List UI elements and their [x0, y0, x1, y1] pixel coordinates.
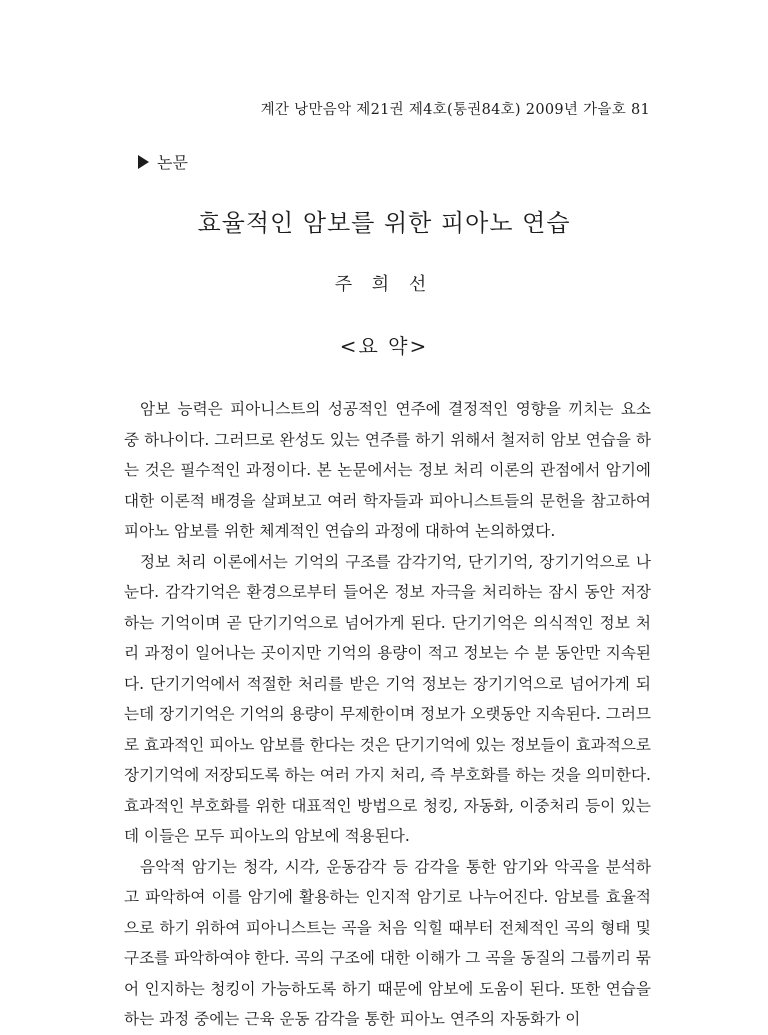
running-header: 계간 낭만음악 제21권 제4호(통권84호) 2009년 가을호 81 — [260, 102, 650, 118]
section-label: 논문 — [157, 153, 188, 172]
abstract-heading: <요 약> — [339, 334, 429, 358]
paper-author: 주 희 선 — [334, 274, 434, 295]
section-marker — [138, 150, 188, 173]
paper-title: 효율적인 암보를 위한 피아노 연습 — [197, 209, 571, 237]
triangle-right-icon — [138, 155, 149, 169]
abstract-paragraph-1: 암보 능력은 피아니스트의 성공적인 연주에 결정적인 영향을 끼치는 요소 중 하나이다. 그러므로 완성도 있는 연주를 하기 위해서 철저히 암보 연습을 하는 것은 필수적인 과정이다. 본 논문에서는 정보 처리 이론의 관점에서 암기에 대한 이론적 배경을 살펴보고 여러 학자들과 피아니스트들의 문헌을 참고하여 피아노 암보를 위한 체계적인 연습의 과정에 대하여 논의하였다. — [124, 400, 651, 540]
abstract-body — [124, 394, 651, 1035]
abstract-paragraph-2: 정보 처리 이론에서는 기억의 구조를 감각기억, 단기기억, 장기기억으로 나눈다. 감각기억은 환경으로부터 들어온 정보 자극을 처리하는 잠시 동안 저장하는 기억이며 곧 단기기억으로 넘어가게 된다. 단기기억은 의식적인 정보 처리 과정이 일어나는 곳이지만 기억의 용량이 적고 정보는 수 분 동안만 지속된다. 단기기억에서 적절한 처리를 받은 기억 정보는 장기기억으로 넘어가게 되는데 장기기억은 기억의 용량이 무제한이며 정보가 오랫동안 지속된다. 그러므로 효과적인 피아노 암보를 한다는 것은 단기기억에 있는 정보들이 효과적으로 장기기억에 저장되도록 하는 여러 가지 처리, 즉 부호화를 하는 것을 의미한다. 효과적인 부호화를 위한 대표적인 방법으로 청킹, 자동화, 이중처리 등이 있는데 이들은 모두 피아노의 암보에 적용된다. — [124, 552, 651, 845]
abstract-paragraph-3: 음악적 암기는 청각, 시각, 운동감각 등 감각을 통한 암기와 악곡을 분석하고 파악하여 이를 암기에 활용하는 인지적 암기로 나누어진다. 암보를 효율적으로 하기 위하여 피아니스트는 곡을 처음 익힐 때부터 전체적인 곡의 형태 및 구조를 파악하여야 한다. 곡의 구조에 대한 이해가 그 곡을 동질의 그룹끼리 묶어 인지하는 청킹이 가능하도록 하기 때문에 암보에 도움이 된다. 또한 연습을 하는 과정 중에는 근육 운동 감각을 통한 피아노 연주의 자동화가 이 — [124, 857, 651, 1028]
